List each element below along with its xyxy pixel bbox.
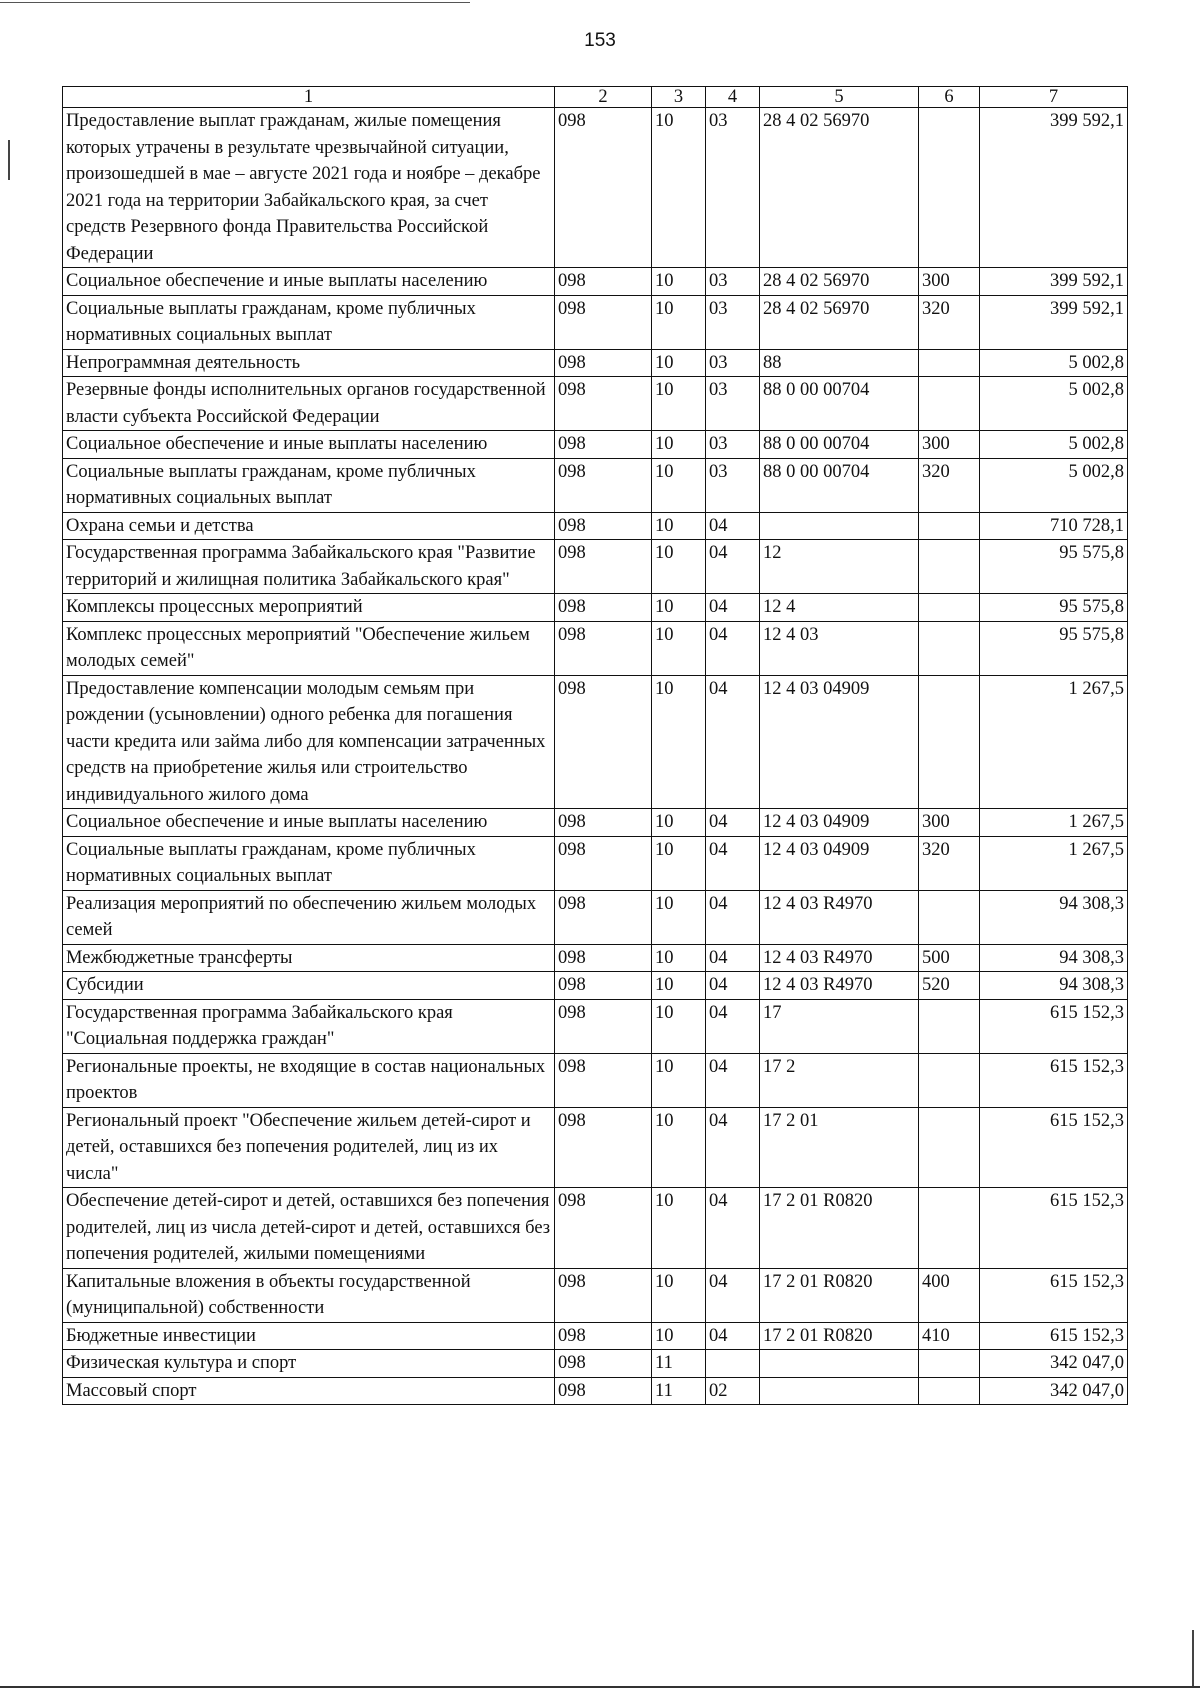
amount-cell: 5 002,8 — [980, 458, 1128, 512]
target-article-cell: 17 2 01 R0820 — [760, 1268, 919, 1322]
subsection-cell: 03 — [706, 458, 760, 512]
subsection-cell: 04 — [706, 836, 760, 890]
row-name-cell: Предоставление компенсации молодым семьям при рождении (усыновлении) одного ребенка для погашения части кредита или займа либо для компенсации затраченных средств на приобретение жилья или строительство индивидуального жилого дома — [63, 675, 555, 809]
expense-type-cell — [919, 1188, 980, 1269]
target-article-cell — [760, 1377, 919, 1405]
code-cell: 098 — [555, 349, 652, 377]
code-cell: 098 — [555, 431, 652, 459]
table-row — [63, 999, 1128, 1053]
row-name-cell: Предоставление выплат гражданам, жилые помещения которых утрачены в результате чрезвычайной ситуации, произошедшей в мае – августе 2021 года и ноябре – декабре 2021 года на территории Забайкальского края, за счет средств Резервного фонда Правительства Российской Федерации — [63, 108, 555, 268]
section-cell: 10 — [652, 349, 706, 377]
table-row — [63, 809, 1128, 837]
section-cell: 10 — [652, 108, 706, 268]
code-cell: 098 — [555, 836, 652, 890]
target-article-cell — [760, 512, 919, 540]
row-name-cell: Массовый спорт — [63, 1377, 555, 1405]
amount-cell: 615 152,3 — [980, 999, 1128, 1053]
amount-cell: 95 575,8 — [980, 594, 1128, 622]
code-cell: 098 — [555, 1377, 652, 1405]
target-article-cell — [760, 1350, 919, 1378]
expense-type-cell — [919, 890, 980, 944]
column-header: 7 — [980, 87, 1128, 108]
code-cell: 098 — [555, 944, 652, 972]
expense-type-cell — [919, 1377, 980, 1405]
section-cell: 10 — [652, 1188, 706, 1269]
expense-type-cell — [919, 999, 980, 1053]
amount-cell: 615 152,3 — [980, 1188, 1128, 1269]
table-row — [63, 431, 1128, 459]
expense-type-cell: 320 — [919, 458, 980, 512]
target-article-cell: 12 4 03 — [760, 621, 919, 675]
expense-type-cell — [919, 594, 980, 622]
amount-cell: 5 002,8 — [980, 431, 1128, 459]
row-name-cell: Капитальные вложения в объекты государственной (муниципальной) собственности — [63, 1268, 555, 1322]
subsection-cell: 03 — [706, 295, 760, 349]
code-cell: 098 — [555, 540, 652, 594]
table-row — [63, 675, 1128, 809]
table-row — [63, 268, 1128, 296]
column-header: 6 — [919, 87, 980, 108]
subsection-cell: 04 — [706, 1268, 760, 1322]
section-cell: 10 — [652, 1053, 706, 1107]
code-cell: 098 — [555, 1322, 652, 1350]
target-article-cell: 17 2 01 R0820 — [760, 1322, 919, 1350]
code-cell: 098 — [555, 1053, 652, 1107]
row-name-cell: Комплексы процессных мероприятий — [63, 594, 555, 622]
target-article-cell: 12 4 — [760, 594, 919, 622]
section-cell: 10 — [652, 377, 706, 431]
table-row — [63, 1053, 1128, 1107]
code-cell: 098 — [555, 972, 652, 1000]
target-article-cell: 12 4 03 04909 — [760, 809, 919, 837]
amount-cell: 95 575,8 — [980, 621, 1128, 675]
subsection-cell: 04 — [706, 999, 760, 1053]
expense-type-cell: 500 — [919, 944, 980, 972]
expense-type-cell — [919, 1350, 980, 1378]
amount-cell: 615 152,3 — [980, 1268, 1128, 1322]
subsection-cell: 04 — [706, 1107, 760, 1188]
scan-mark-left — [8, 140, 10, 180]
expense-type-cell: 320 — [919, 295, 980, 349]
code-cell: 098 — [555, 1107, 652, 1188]
subsection-cell: 04 — [706, 540, 760, 594]
code-cell: 098 — [555, 295, 652, 349]
column-header: 5 — [760, 87, 919, 108]
section-cell: 10 — [652, 836, 706, 890]
table-row — [63, 621, 1128, 675]
subsection-cell: 04 — [706, 809, 760, 837]
amount-cell: 399 592,1 — [980, 295, 1128, 349]
target-article-cell: 17 2 01 — [760, 1107, 919, 1188]
column-header: 3 — [652, 87, 706, 108]
amount-cell: 342 047,0 — [980, 1350, 1128, 1378]
target-article-cell: 12 4 03 R4970 — [760, 972, 919, 1000]
section-cell: 10 — [652, 1107, 706, 1188]
section-cell: 10 — [652, 512, 706, 540]
section-cell: 10 — [652, 295, 706, 349]
subsection-cell: 03 — [706, 377, 760, 431]
code-cell: 098 — [555, 458, 652, 512]
expense-type-cell — [919, 1053, 980, 1107]
amount-cell: 5 002,8 — [980, 377, 1128, 431]
target-article-cell: 88 0 00 00704 — [760, 431, 919, 459]
row-name-cell: Резервные фонды исполнительных органов государственной власти субъекта Российской Федерации — [63, 377, 555, 431]
row-name-cell: Субсидии — [63, 972, 555, 1000]
amount-cell: 399 592,1 — [980, 268, 1128, 296]
target-article-cell: 88 0 00 00704 — [760, 458, 919, 512]
table-row — [63, 1322, 1128, 1350]
subsection-cell — [706, 1350, 760, 1378]
row-name-cell: Государственная программа Забайкальского края "Социальная поддержка граждан" — [63, 999, 555, 1053]
target-article-cell: 12 4 03 04909 — [760, 675, 919, 809]
amount-cell: 94 308,3 — [980, 944, 1128, 972]
scan-edge-bottom — [0, 1686, 1200, 1688]
amount-cell: 342 047,0 — [980, 1377, 1128, 1405]
row-name-cell: Социальное обеспечение и иные выплаты населению — [63, 431, 555, 459]
section-cell: 10 — [652, 675, 706, 809]
subsection-cell: 04 — [706, 972, 760, 1000]
subsection-cell: 04 — [706, 621, 760, 675]
section-cell: 10 — [652, 268, 706, 296]
amount-cell: 5 002,8 — [980, 349, 1128, 377]
subsection-cell: 04 — [706, 1188, 760, 1269]
amount-cell: 710 728,1 — [980, 512, 1128, 540]
row-name-cell: Региональный проект "Обеспечение жильем детей-сирот и детей, оставшихся без попечения родителей, лиц из их числа" — [63, 1107, 555, 1188]
row-name-cell: Региональные проекты, не входящие в состав национальных проектов — [63, 1053, 555, 1107]
target-article-cell: 28 4 02 56970 — [760, 295, 919, 349]
expense-type-cell — [919, 108, 980, 268]
row-name-cell: Социальные выплаты гражданам, кроме публичных нормативных социальных выплат — [63, 295, 555, 349]
row-name-cell: Обеспечение детей-сирот и детей, оставшихся без попечения родителей, лиц из числа детей-сирот и детей, оставшихся без попечения родителей, жилыми помещениями — [63, 1188, 555, 1269]
row-name-cell: Физическая культура и спорт — [63, 1350, 555, 1378]
column-header: 4 — [706, 87, 760, 108]
section-cell: 10 — [652, 540, 706, 594]
subsection-cell: 04 — [706, 675, 760, 809]
target-article-cell: 28 4 02 56970 — [760, 268, 919, 296]
section-cell: 10 — [652, 1322, 706, 1350]
expense-type-cell — [919, 621, 980, 675]
section-cell: 11 — [652, 1377, 706, 1405]
target-article-cell: 88 0 00 00704 — [760, 377, 919, 431]
table-row — [63, 836, 1128, 890]
scan-edge-top — [0, 2, 470, 3]
table-row — [63, 1268, 1128, 1322]
row-name-cell: Реализация мероприятий по обеспечению жильем молодых семей — [63, 890, 555, 944]
expense-type-cell: 300 — [919, 268, 980, 296]
code-cell: 098 — [555, 1188, 652, 1269]
code-cell: 098 — [555, 890, 652, 944]
amount-cell: 95 575,8 — [980, 540, 1128, 594]
expense-type-cell — [919, 675, 980, 809]
code-cell: 098 — [555, 512, 652, 540]
table-header-row — [63, 87, 1128, 108]
table-row — [63, 512, 1128, 540]
section-cell: 10 — [652, 594, 706, 622]
expense-type-cell: 400 — [919, 1268, 980, 1322]
section-cell: 10 — [652, 458, 706, 512]
column-header: 2 — [555, 87, 652, 108]
subsection-cell: 04 — [706, 1322, 760, 1350]
target-article-cell: 12 4 03 R4970 — [760, 944, 919, 972]
row-name-cell: Межбюджетные трансферты — [63, 944, 555, 972]
table-row — [63, 1377, 1128, 1405]
amount-cell: 399 592,1 — [980, 108, 1128, 268]
section-cell: 10 — [652, 621, 706, 675]
table-row — [63, 458, 1128, 512]
column-header: 1 — [63, 87, 555, 108]
amount-cell: 1 267,5 — [980, 675, 1128, 809]
subsection-cell: 04 — [706, 890, 760, 944]
section-cell: 10 — [652, 944, 706, 972]
target-article-cell: 12 — [760, 540, 919, 594]
target-article-cell: 17 2 01 R0820 — [760, 1188, 919, 1269]
section-cell: 11 — [652, 1350, 706, 1378]
amount-cell: 615 152,3 — [980, 1322, 1128, 1350]
section-cell: 10 — [652, 1268, 706, 1322]
table-row — [63, 540, 1128, 594]
table-row — [63, 295, 1128, 349]
expense-type-cell — [919, 512, 980, 540]
subsection-cell: 03 — [706, 268, 760, 296]
amount-cell: 1 267,5 — [980, 836, 1128, 890]
subsection-cell: 04 — [706, 512, 760, 540]
subsection-cell: 03 — [706, 349, 760, 377]
table-row — [63, 377, 1128, 431]
expense-type-cell: 320 — [919, 836, 980, 890]
table-row — [63, 972, 1128, 1000]
table-body — [63, 108, 1128, 1405]
code-cell: 098 — [555, 1350, 652, 1378]
table-row — [63, 594, 1128, 622]
expense-type-cell: 410 — [919, 1322, 980, 1350]
subsection-cell: 03 — [706, 108, 760, 268]
subsection-cell: 02 — [706, 1377, 760, 1405]
table-row — [63, 1188, 1128, 1269]
target-article-cell: 17 — [760, 999, 919, 1053]
row-name-cell: Непрограммная деятельность — [63, 349, 555, 377]
code-cell: 098 — [555, 594, 652, 622]
target-article-cell: 12 4 03 04909 — [760, 836, 919, 890]
table-row — [63, 1350, 1128, 1378]
subsection-cell: 04 — [706, 1053, 760, 1107]
expense-type-cell: 300 — [919, 809, 980, 837]
table-row — [63, 944, 1128, 972]
target-article-cell: 88 — [760, 349, 919, 377]
target-article-cell: 17 2 — [760, 1053, 919, 1107]
row-name-cell: Социальные выплаты гражданам, кроме публичных нормативных социальных выплат — [63, 836, 555, 890]
amount-cell: 94 308,3 — [980, 972, 1128, 1000]
section-cell: 10 — [652, 431, 706, 459]
code-cell: 098 — [555, 1268, 652, 1322]
section-cell: 10 — [652, 809, 706, 837]
row-name-cell: Комплекс процессных мероприятий "Обеспечение жильем молодых семей" — [63, 621, 555, 675]
code-cell: 098 — [555, 621, 652, 675]
amount-cell: 615 152,3 — [980, 1107, 1128, 1188]
target-article-cell: 28 4 02 56970 — [760, 108, 919, 268]
subsection-cell: 03 — [706, 431, 760, 459]
section-cell: 10 — [652, 999, 706, 1053]
expense-type-cell — [919, 349, 980, 377]
subsection-cell: 04 — [706, 944, 760, 972]
code-cell: 098 — [555, 809, 652, 837]
row-name-cell: Социальные выплаты гражданам, кроме публичных нормативных социальных выплат — [63, 458, 555, 512]
table-row — [63, 349, 1128, 377]
row-name-cell: Охрана семьи и детства — [63, 512, 555, 540]
code-cell: 098 — [555, 268, 652, 296]
expense-type-cell: 300 — [919, 431, 980, 459]
amount-cell: 94 308,3 — [980, 890, 1128, 944]
table-row — [63, 1107, 1128, 1188]
section-cell: 10 — [652, 972, 706, 1000]
expense-type-cell — [919, 377, 980, 431]
amount-cell: 615 152,3 — [980, 1053, 1128, 1107]
expense-type-cell — [919, 1107, 980, 1188]
table-row — [63, 108, 1128, 268]
code-cell: 098 — [555, 377, 652, 431]
section-cell: 10 — [652, 890, 706, 944]
target-article-cell: 12 4 03 R4970 — [760, 890, 919, 944]
scan-mark-right — [1192, 1630, 1194, 1688]
row-name-cell: Государственная программа Забайкальского края "Развитие территорий и жилищная политика Забайкальского края" — [63, 540, 555, 594]
page-number: 153 — [584, 30, 616, 51]
row-name-cell: Социальное обеспечение и иные выплаты населению — [63, 809, 555, 837]
expense-type-cell: 520 — [919, 972, 980, 1000]
table-row — [63, 890, 1128, 944]
budget-table — [62, 86, 1128, 1405]
amount-cell: 1 267,5 — [980, 809, 1128, 837]
code-cell: 098 — [555, 108, 652, 268]
subsection-cell: 04 — [706, 594, 760, 622]
code-cell: 098 — [555, 675, 652, 809]
expense-type-cell — [919, 540, 980, 594]
row-name-cell: Бюджетные инвестиции — [63, 1322, 555, 1350]
code-cell: 098 — [555, 999, 652, 1053]
row-name-cell: Социальное обеспечение и иные выплаты населению — [63, 268, 555, 296]
